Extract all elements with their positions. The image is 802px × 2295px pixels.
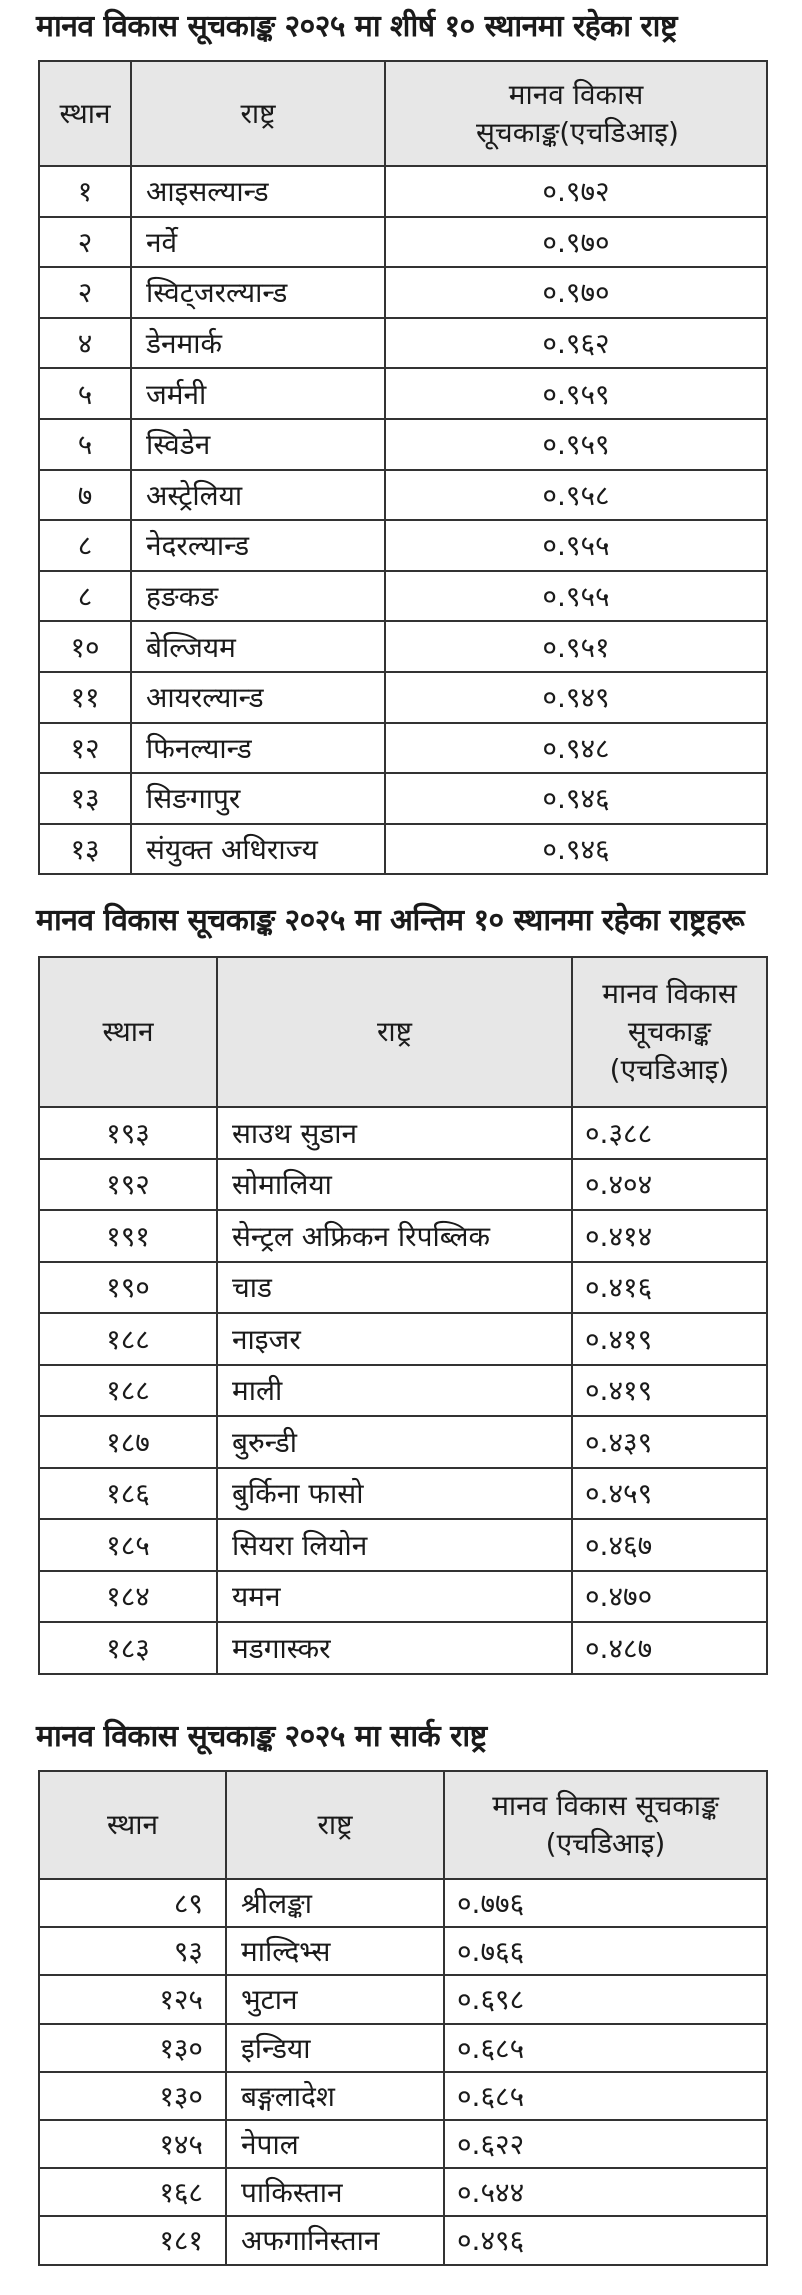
country-cell: सिङगापुर bbox=[131, 773, 385, 824]
rank-cell: १९२ bbox=[39, 1159, 217, 1211]
rank-cell: ४ bbox=[39, 318, 131, 369]
country-cell: फिनल्यान्ड bbox=[131, 723, 385, 774]
country-cell: भुटान bbox=[226, 1975, 444, 2023]
hdi-value-cell: ०.४१९ bbox=[572, 1365, 767, 1417]
hdi-header: मानव विकास सूचकाङ्क(एचडिआइ) bbox=[385, 61, 767, 166]
country-cell: साउथ सुडान bbox=[217, 1107, 572, 1159]
hdi-value-cell: ०.९५९ bbox=[385, 419, 767, 470]
hdi-value-cell: ०.६२२ bbox=[444, 2120, 767, 2168]
hdi-header: मानव विकास सूचकाङ्क (एचडिआइ) bbox=[444, 1771, 767, 1879]
country-cell: पाकिस्तान bbox=[226, 2168, 444, 2216]
country-cell: बुरुन्डी bbox=[217, 1416, 572, 1468]
country-cell: स्विडेन bbox=[131, 419, 385, 470]
table-row bbox=[39, 773, 767, 824]
country-cell: नेदरल्यान्ड bbox=[131, 520, 385, 571]
rank-cell: ११ bbox=[39, 672, 131, 723]
country-cell: नर्वे bbox=[131, 217, 385, 268]
country-cell: संयुक्त अधिराज्य bbox=[131, 824, 385, 875]
country-cell: यमन bbox=[217, 1571, 572, 1623]
table-row bbox=[39, 1468, 767, 1520]
hdi-value-cell: ०.४७० bbox=[572, 1571, 767, 1623]
table-row bbox=[39, 368, 767, 419]
rank-cell: १३० bbox=[39, 2024, 226, 2072]
hdi-value-cell: ०.९७० bbox=[385, 217, 767, 268]
table-header-row bbox=[39, 957, 767, 1107]
hdi-value-cell: ०.९७० bbox=[385, 267, 767, 318]
hdi-value-cell: ०.४१९ bbox=[572, 1313, 767, 1365]
hdi-value-cell: ०.९५९ bbox=[385, 368, 767, 419]
table-row bbox=[39, 1313, 767, 1365]
hdi-value-cell: ०.९४९ bbox=[385, 672, 767, 723]
table-row bbox=[39, 2120, 767, 2168]
table-row bbox=[39, 2168, 767, 2216]
country-cell: हङकङ bbox=[131, 571, 385, 622]
bottom-ten-title: मानव विकास सूचकाङ्क २०२५ मा अन्तिम १० स्थानमा रहेका राष्ट्रहरू bbox=[36, 903, 745, 938]
country-cell: स्विट्जरल्यान्ड bbox=[131, 267, 385, 318]
hdi-value-cell: ०.९५५ bbox=[385, 520, 767, 571]
hdi-value-cell: ०.९४६ bbox=[385, 773, 767, 824]
table-row bbox=[39, 1262, 767, 1314]
rank-cell: १४५ bbox=[39, 2120, 226, 2168]
hdi-value-cell: ०.४५९ bbox=[572, 1468, 767, 1520]
saarc-table bbox=[38, 1770, 768, 2266]
hdi-value-cell: ०.५४४ bbox=[444, 2168, 767, 2216]
rank-cell: १६८ bbox=[39, 2168, 226, 2216]
rank-header: स्थान bbox=[39, 1771, 226, 1879]
rank-header: स्थान bbox=[39, 957, 217, 1107]
rank-cell: ८ bbox=[39, 571, 131, 622]
hdi-value-cell: ०.७७६ bbox=[444, 1879, 767, 1927]
table-row bbox=[39, 723, 767, 774]
rank-cell: ७ bbox=[39, 470, 131, 521]
hdi-value-cell: ०.९७२ bbox=[385, 166, 767, 217]
top-ten-title: मानव विकास सूचकाङ्क २०२५ मा शीर्ष १० स्थानमा रहेका राष्ट्र bbox=[36, 9, 677, 44]
country-cell: इन्डिया bbox=[226, 2024, 444, 2072]
hdi-value-cell: ०.९५८ bbox=[385, 470, 767, 521]
rank-cell: २ bbox=[39, 267, 131, 318]
country-cell: अफगानिस्तान bbox=[226, 2216, 444, 2264]
rank-cell: १२५ bbox=[39, 1975, 226, 2023]
table-row bbox=[39, 1975, 767, 2023]
table-row bbox=[39, 1210, 767, 1262]
country-cell: अस्ट्रेलिया bbox=[131, 470, 385, 521]
hdi-value-cell: ०.४९६ bbox=[444, 2216, 767, 2264]
hdi-value-cell: ०.९४६ bbox=[385, 824, 767, 875]
country-cell: मडगास्कर bbox=[217, 1622, 572, 1674]
country-cell: सियरा लियोन bbox=[217, 1519, 572, 1571]
table-row bbox=[39, 621, 767, 672]
country-cell: बेल्जियम bbox=[131, 621, 385, 672]
table-header-row bbox=[39, 1771, 767, 1879]
hdi-header: मानव विकास सूचकाङ्क (एचडिआइ) bbox=[572, 957, 767, 1107]
rank-cell: १९० bbox=[39, 1262, 217, 1314]
country-cell: आइसल्यान्ड bbox=[131, 166, 385, 217]
rank-cell: १९३ bbox=[39, 1107, 217, 1159]
table-row bbox=[39, 419, 767, 470]
rank-cell: १८८ bbox=[39, 1365, 217, 1417]
table-row bbox=[39, 1159, 767, 1211]
hdi-value-cell: ०.९५१ bbox=[385, 621, 767, 672]
hdi-value-cell: ०.४०४ bbox=[572, 1159, 767, 1211]
rank-cell: १ bbox=[39, 166, 131, 217]
hdi-value-cell: ०.९६२ bbox=[385, 318, 767, 369]
table-row bbox=[39, 1519, 767, 1571]
country-cell: माल्दिभ्स bbox=[226, 1927, 444, 1975]
table-row bbox=[39, 2072, 767, 2120]
table-row bbox=[39, 2216, 767, 2264]
table-row bbox=[39, 672, 767, 723]
country-cell: जर्मनी bbox=[131, 368, 385, 419]
rank-cell: १८६ bbox=[39, 1468, 217, 1520]
rank-cell: १८४ bbox=[39, 1571, 217, 1623]
table-row bbox=[39, 2024, 767, 2072]
hdi-value-cell: ०.४३९ bbox=[572, 1416, 767, 1468]
country-cell: सोमालिया bbox=[217, 1159, 572, 1211]
table-row bbox=[39, 1365, 767, 1417]
country-cell: डेनमार्क bbox=[131, 318, 385, 369]
rank-cell: २ bbox=[39, 217, 131, 268]
hdi-value-cell: ०.७६६ bbox=[444, 1927, 767, 1975]
rank-cell: १८१ bbox=[39, 2216, 226, 2264]
hdi-value-cell: ०.४८७ bbox=[572, 1622, 767, 1674]
table-row bbox=[39, 1879, 767, 1927]
country-header: राष्ट्र bbox=[226, 1771, 444, 1879]
country-cell: बङ्गलादेश bbox=[226, 2072, 444, 2120]
country-cell: आयरल्यान्ड bbox=[131, 672, 385, 723]
table-row bbox=[39, 470, 767, 521]
country-cell: नेपाल bbox=[226, 2120, 444, 2168]
rank-cell: ९३ bbox=[39, 1927, 226, 1975]
country-cell: माली bbox=[217, 1365, 572, 1417]
table-row bbox=[39, 1927, 767, 1975]
hdi-value-cell: ०.६८५ bbox=[444, 2024, 767, 2072]
hdi-value-cell: ०.६८५ bbox=[444, 2072, 767, 2120]
hdi-value-cell: ०.४६७ bbox=[572, 1519, 767, 1571]
table-row bbox=[39, 824, 767, 875]
rank-cell: १८७ bbox=[39, 1416, 217, 1468]
hdi-value-cell: ०.९५५ bbox=[385, 571, 767, 622]
country-cell: बुर्किना फासो bbox=[217, 1468, 572, 1520]
rank-cell: १८८ bbox=[39, 1313, 217, 1365]
country-cell: नाइजर bbox=[217, 1313, 572, 1365]
rank-header: स्थान bbox=[39, 61, 131, 166]
top-ten-table bbox=[38, 60, 768, 875]
rank-cell: ५ bbox=[39, 368, 131, 419]
hdi-value-cell: ०.६९८ bbox=[444, 1975, 767, 2023]
rank-cell: १८३ bbox=[39, 1622, 217, 1674]
rank-cell: ५ bbox=[39, 419, 131, 470]
rank-cell: ८९ bbox=[39, 1879, 226, 1927]
hdi-value-cell: ०.३८८ bbox=[572, 1107, 767, 1159]
table-row bbox=[39, 267, 767, 318]
table-row bbox=[39, 1571, 767, 1623]
rank-cell: १३ bbox=[39, 824, 131, 875]
country-cell: श्रीलङ्का bbox=[226, 1879, 444, 1927]
rank-cell: १८५ bbox=[39, 1519, 217, 1571]
country-cell: चाड bbox=[217, 1262, 572, 1314]
table-row bbox=[39, 1416, 767, 1468]
saarc-title: मानव विकास सूचकाङ्क २०२५ मा सार्क राष्ट्र bbox=[36, 1719, 487, 1754]
country-header: राष्ट्र bbox=[217, 957, 572, 1107]
table-row bbox=[39, 1622, 767, 1674]
table-row bbox=[39, 571, 767, 622]
hdi-value-cell: ०.४१४ bbox=[572, 1210, 767, 1262]
hdi-value-cell: ०.४१६ bbox=[572, 1262, 767, 1314]
rank-cell: ८ bbox=[39, 520, 131, 571]
rank-cell: १३ bbox=[39, 773, 131, 824]
bottom-ten-table bbox=[38, 956, 768, 1675]
hdi-value-cell: ०.९४८ bbox=[385, 723, 767, 774]
rank-cell: १२ bbox=[39, 723, 131, 774]
country-header: राष्ट्र bbox=[131, 61, 385, 166]
table-row bbox=[39, 318, 767, 369]
table-row bbox=[39, 166, 767, 217]
table-row bbox=[39, 217, 767, 268]
rank-cell: १३० bbox=[39, 2072, 226, 2120]
country-cell: सेन्ट्रल अफ्रिकन रिपब्लिक bbox=[217, 1210, 572, 1262]
rank-cell: १० bbox=[39, 621, 131, 672]
rank-cell: १९१ bbox=[39, 1210, 217, 1262]
table-row bbox=[39, 520, 767, 571]
table-row bbox=[39, 1107, 767, 1159]
table-header-row bbox=[39, 61, 767, 166]
